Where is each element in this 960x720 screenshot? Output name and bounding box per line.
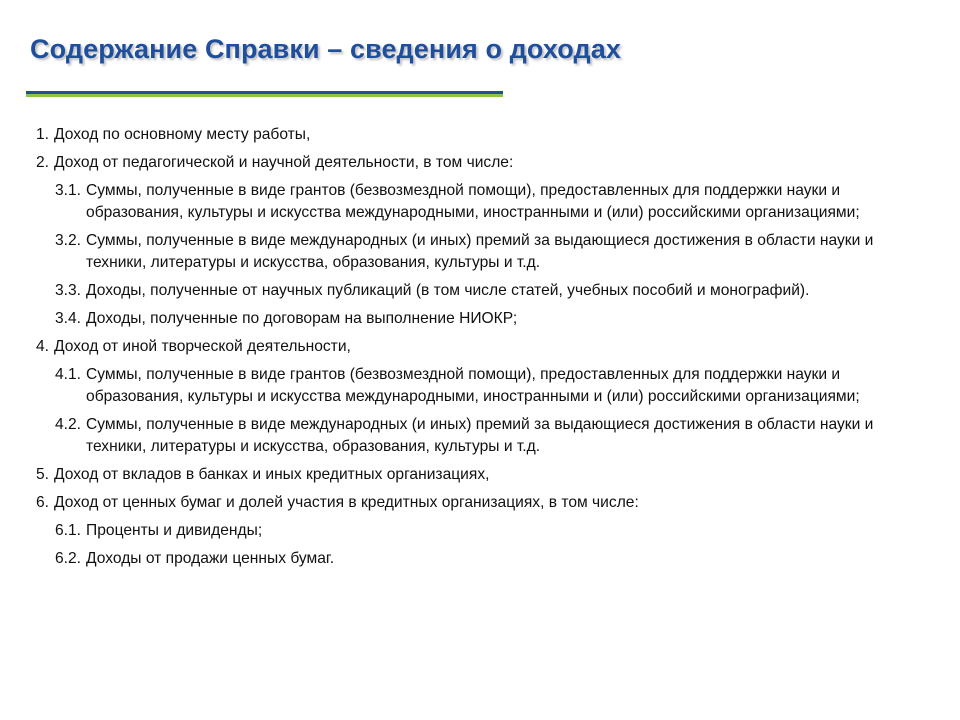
- list-item-text: Проценты и дивиденды;: [86, 522, 263, 539]
- list-item-text: Суммы, полученные в виде международных (и иных) премий за выдающиеся достижения в области науки и техники, литературы и искусства, образования, культуры и т.д.: [86, 416, 874, 455]
- list-item-number: 4.: [36, 338, 50, 355]
- list-item-3-3: [36, 280, 916, 302]
- list-item-4: [36, 336, 916, 358]
- list-item-number: 5.: [36, 466, 50, 483]
- list-item-text: Доходы, полученные от научных публикаций (в том числе статей, учебных пособий и монографий).: [86, 282, 810, 299]
- list-item-1: [36, 124, 916, 146]
- list-item-4-2: [36, 414, 916, 458]
- list-item-text: Доход от иной творческой деятельности,: [54, 338, 351, 355]
- list-item-number: 6.2.: [55, 550, 82, 567]
- list-item-5: [36, 464, 916, 486]
- list-item-number: 3.4.: [55, 310, 82, 327]
- list-item-number: 3.1.: [55, 182, 82, 199]
- list-item-number: 4.1.: [55, 366, 82, 383]
- list-item-number: 1.: [36, 126, 50, 143]
- list-item-number: 6.: [36, 494, 50, 511]
- list-item-text: Доход от ценных бумаг и долей участия в кредитных организациях, в том числе:: [54, 494, 639, 511]
- list-item-text: Суммы, полученные в виде грантов (безвозмездной помощи), предоставленных для поддержки науки и образования, культуры и искусства международными, иностранными и (или) российскими организациями;: [86, 366, 860, 405]
- list-item-2: [36, 152, 916, 174]
- list-item-number: 6.1.: [55, 522, 82, 539]
- list-item-3-1: [36, 180, 916, 224]
- list-item-number: 3.3.: [55, 282, 82, 299]
- list-item-number: 4.2.: [55, 416, 82, 433]
- list-item-6: [36, 492, 916, 514]
- title-underline: [26, 91, 503, 97]
- list-item-number: 3.2.: [55, 232, 82, 249]
- page-title: Содержание Справки – сведения о доходах: [30, 34, 621, 64]
- list-item-text: Доходы от продажи ценных бумаг.: [86, 550, 335, 567]
- list-item-text: Доходы, полученные по договорам на выполнение НИОКР;: [86, 310, 518, 327]
- list-item-4-1: [36, 364, 916, 408]
- list-item-text: Доход от вкладов в банках и иных кредитных организациях,: [54, 466, 490, 483]
- underline-green: [26, 94, 503, 97]
- list-item-text: Суммы, полученные в виде международных (и иных) премий за выдающиеся достижения в области науки и техники, литературы и искусства, образования, культуры и т.д.: [86, 232, 874, 271]
- list-item-number: 2.: [36, 154, 50, 171]
- list-item-6-2: [36, 548, 916, 570]
- list-item-text: Доход по основному месту работы,: [54, 126, 311, 143]
- list-item-text: Суммы, полученные в виде грантов (безвозмездной помощи), предоставленных для поддержки науки и образования, культуры и искусства международными, иностранными и (или) российскими организациями;: [86, 182, 860, 221]
- list-item-3-4: [36, 308, 916, 330]
- list-item-3-2: [36, 230, 916, 274]
- list-item-6-1: [36, 520, 916, 542]
- income-list: [36, 124, 916, 576]
- list-item-text: Доход от педагогической и научной деятельности, в том числе:: [54, 154, 514, 171]
